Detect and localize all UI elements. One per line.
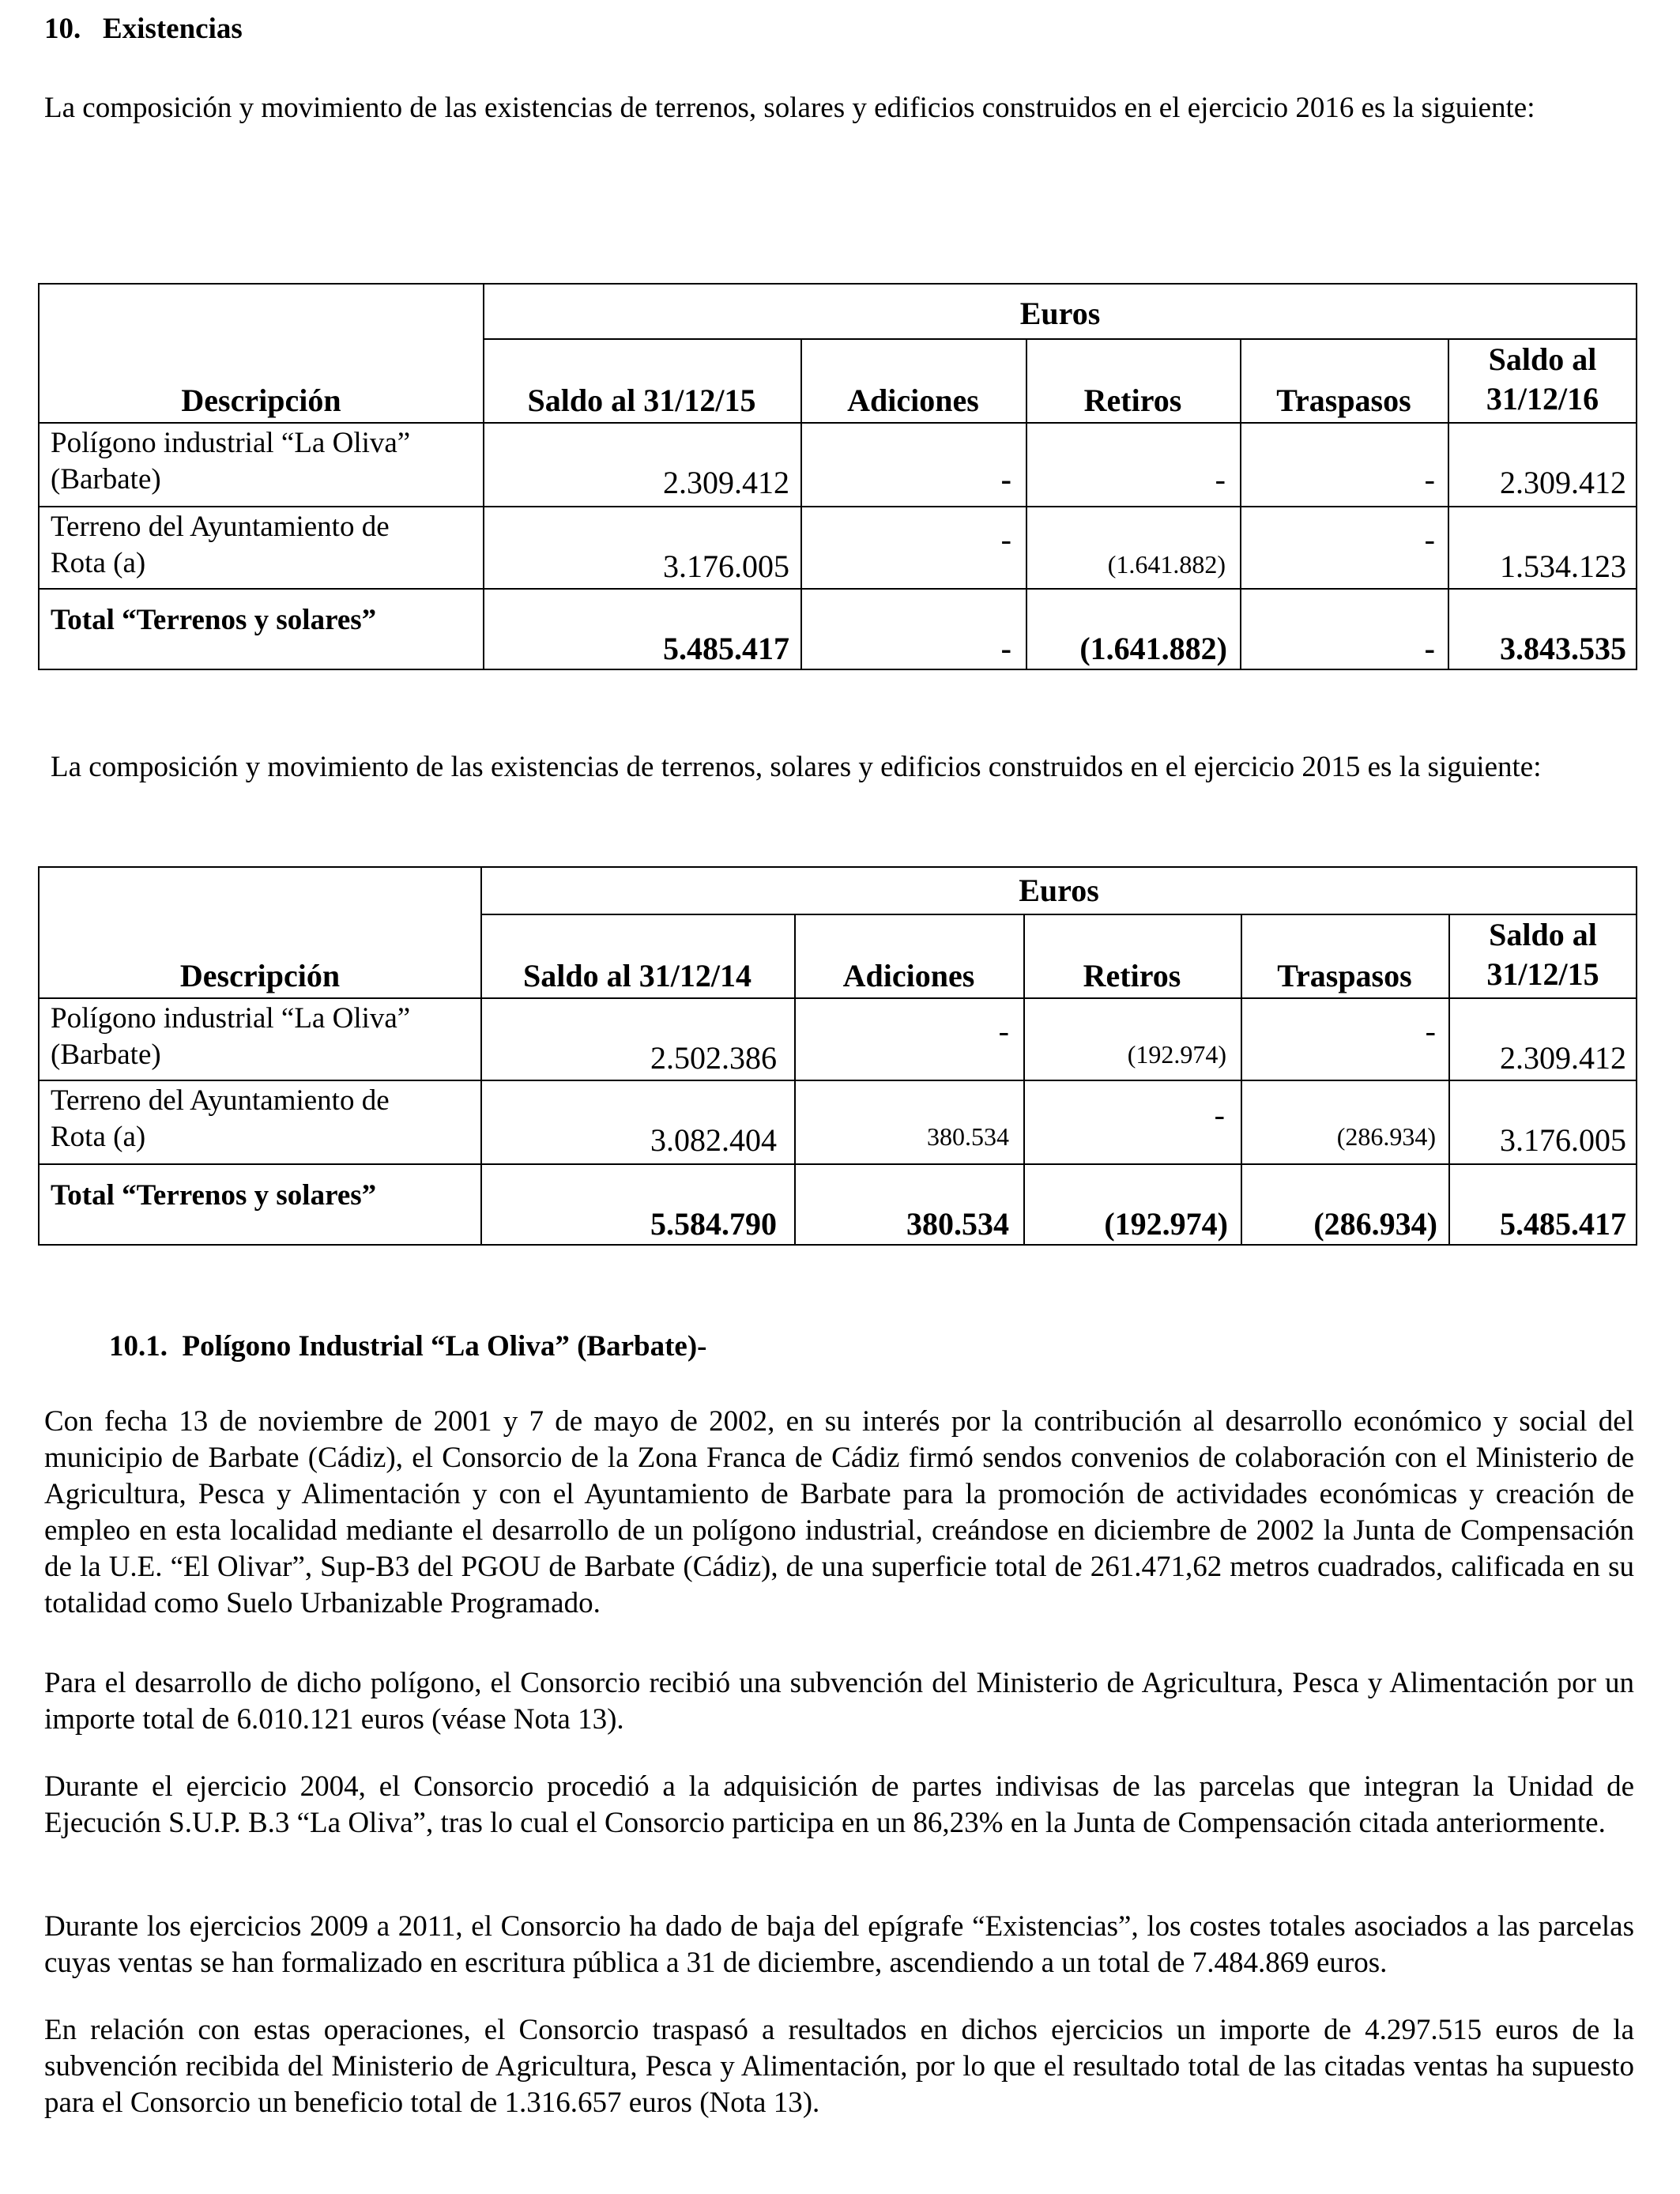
cell-adiciones: - bbox=[998, 1013, 1009, 1049]
cell-retiros: (192.974) bbox=[1127, 1040, 1226, 1069]
col-saldo-final-1: Saldo al bbox=[1489, 917, 1597, 952]
subsection-title: 10.1. Polígono Industrial “La Oliva” (Barbate)- bbox=[109, 1330, 707, 1363]
cell-adiciones: - bbox=[1000, 522, 1011, 557]
col-adiciones: Adiciones bbox=[842, 958, 975, 993]
col-saldo-final-2: 31/12/16 bbox=[1486, 381, 1599, 417]
cell-traspasos: - bbox=[1425, 1013, 1436, 1049]
cell-adiciones: - bbox=[1000, 462, 1011, 497]
total-adiciones: 380.534 bbox=[906, 1206, 1009, 1242]
paragraph-3: Durante el ejercicio 2004, el Consorcio procedió a la adquisición de partes indivisas de las parcelas que integran la Unidad de Ejecución S.U.P. B.3 “La Oliva”, tras lo cual el Consorcio participa en un 86,23% en la Junta de Compensación citada anteriormente. bbox=[44, 1770, 1634, 1839]
total-adiciones: - bbox=[1000, 631, 1011, 666]
paragraph-1: Con fecha 13 de noviembre de 2001 y 7 de mayo de 2002, en su interés por la contribución al desarrollo económico y social del municipio de Barbate (Cádiz), el Consorcio de la Zona Franca de Cádiz firmó sendos convenios de colaboración con el Ministerio de Agricultura, Pesca y Alimentación y con el Ayuntamiento de Barbate para la promoción de actividades económicas y creación de empleo en esta localidad mediante el desarrollo de un polígono industrial, creándose en diciembre de 2002 la Junta de Compensación de la U.E. “El Olivar”, Sup-B3 del PGOU de Barbate (Cádiz), de una superficie total de 261.471,62 metros cuadrados, calificada en su totalidad como Suelo Urbanizable Programado. bbox=[44, 1405, 1634, 1619]
col-descripcion: Descripción bbox=[181, 383, 341, 418]
cell-traspasos: - bbox=[1424, 462, 1435, 497]
cell-traspasos: - bbox=[1424, 522, 1435, 557]
group-header: Euros bbox=[1019, 873, 1099, 908]
row-label: Terreno del Ayuntamiento de Rota (a) bbox=[51, 1084, 390, 1153]
section-title: 10. Existencias bbox=[44, 13, 243, 45]
col-descripcion: Descripción bbox=[179, 958, 341, 993]
col-adiciones: Adiciones bbox=[847, 383, 979, 418]
col-retiros: Retiros bbox=[1083, 958, 1181, 993]
col-saldo-inicial: Saldo al 31/12/14 bbox=[523, 958, 751, 993]
intro-2015: La composición y movimiento de las existencias de terrenos, solares y edificios construidos en el ejercicio 2015 es la siguiente: bbox=[51, 751, 1542, 783]
group-header: Euros bbox=[1019, 296, 1101, 331]
row-label: Polígono industrial “La Oliva” (Barbate) bbox=[51, 427, 411, 496]
total-traspasos: - bbox=[1424, 631, 1435, 666]
paragraph-4: Durante los ejercicios 2009 a 2011, el Consorcio ha dado de baja del epígrafe “Existencias”, los costes totales asociados a las parcelas cuyas ventas se han formalizado en escritura pública a 31 de diciembre, ascendiendo a un total de 7.484.869 euros. bbox=[44, 1910, 1634, 1979]
total-traspasos: (286.934) bbox=[1313, 1206, 1437, 1242]
cell-saldo-inicial: 3.176.005 bbox=[663, 548, 789, 584]
total-retiros: (1.641.882) bbox=[1079, 631, 1227, 666]
cell-saldo-final: 1.534.123 bbox=[1500, 548, 1626, 584]
total-label: Total “Terrenos y solares” bbox=[51, 604, 377, 636]
paragraph-2: Para el desarrollo de dicho polígono, el Consorcio recibió una subvención del Ministerio de Agricultura, Pesca y Alimentación por un importe total de 6.010.121 euros (véase Nota 13). bbox=[44, 1667, 1634, 1736]
cell-retiros: (1.641.882) bbox=[1107, 550, 1226, 579]
total-retiros: (192.974) bbox=[1104, 1206, 1228, 1242]
cell-traspasos: (286.934) bbox=[1336, 1122, 1436, 1151]
cell-retiros: - bbox=[1215, 462, 1226, 497]
cell-saldo-inicial: 2.502.386 bbox=[650, 1040, 777, 1076]
cell-saldo-final: 2.309.412 bbox=[1500, 1040, 1626, 1076]
row-label: Terreno del Ayuntamiento de Rota (a) bbox=[51, 511, 390, 579]
col-traspasos: Traspasos bbox=[1277, 958, 1412, 993]
paragraph-5: En relación con estas operaciones, el Consorcio traspasó a resultados en dichos ejercicios un importe de 4.297.515 euros de la subvención recibida del Ministerio de Agricultura, Pesca y Alimentación, por lo que el resultado total de las citadas ventas ha supuesto para el Consorcio un beneficio total de 1.316.657 euros (Nota 13). bbox=[44, 2014, 1634, 2119]
cell-saldo-final: 3.176.005 bbox=[1500, 1122, 1626, 1158]
total-saldo-final: 5.485.417 bbox=[1500, 1206, 1626, 1242]
table-2015 bbox=[38, 866, 1637, 1246]
col-saldo-final-1: Saldo al bbox=[1488, 341, 1597, 377]
col-saldo-final-2: 31/12/15 bbox=[1486, 956, 1599, 992]
col-retiros: Retiros bbox=[1083, 383, 1182, 418]
intro-2016: La composición y movimiento de las existencias de terrenos, solares y edificios construidos en el ejercicio 2016 es la siguiente: bbox=[44, 92, 1535, 124]
cell-adiciones: 380.534 bbox=[927, 1122, 1009, 1151]
cell-saldo-inicial: 2.309.412 bbox=[663, 465, 789, 500]
total-saldo-inicial: 5.485.417 bbox=[663, 631, 789, 666]
col-saldo-inicial: Saldo al 31/12/15 bbox=[527, 383, 756, 418]
total-saldo-inicial: 5.584.790 bbox=[650, 1206, 777, 1242]
total-label: Total “Terrenos y solares” bbox=[51, 1179, 377, 1212]
row-label: Polígono industrial “La Oliva” (Barbate) bbox=[51, 1002, 411, 1071]
table-2016 bbox=[38, 283, 1637, 670]
cell-saldo-inicial: 3.082.404 bbox=[650, 1122, 777, 1158]
cell-retiros: - bbox=[1214, 1097, 1225, 1133]
cell-saldo-final: 2.309.412 bbox=[1500, 465, 1626, 500]
col-traspasos: Traspasos bbox=[1276, 383, 1411, 418]
total-saldo-final: 3.843.535 bbox=[1500, 631, 1626, 666]
